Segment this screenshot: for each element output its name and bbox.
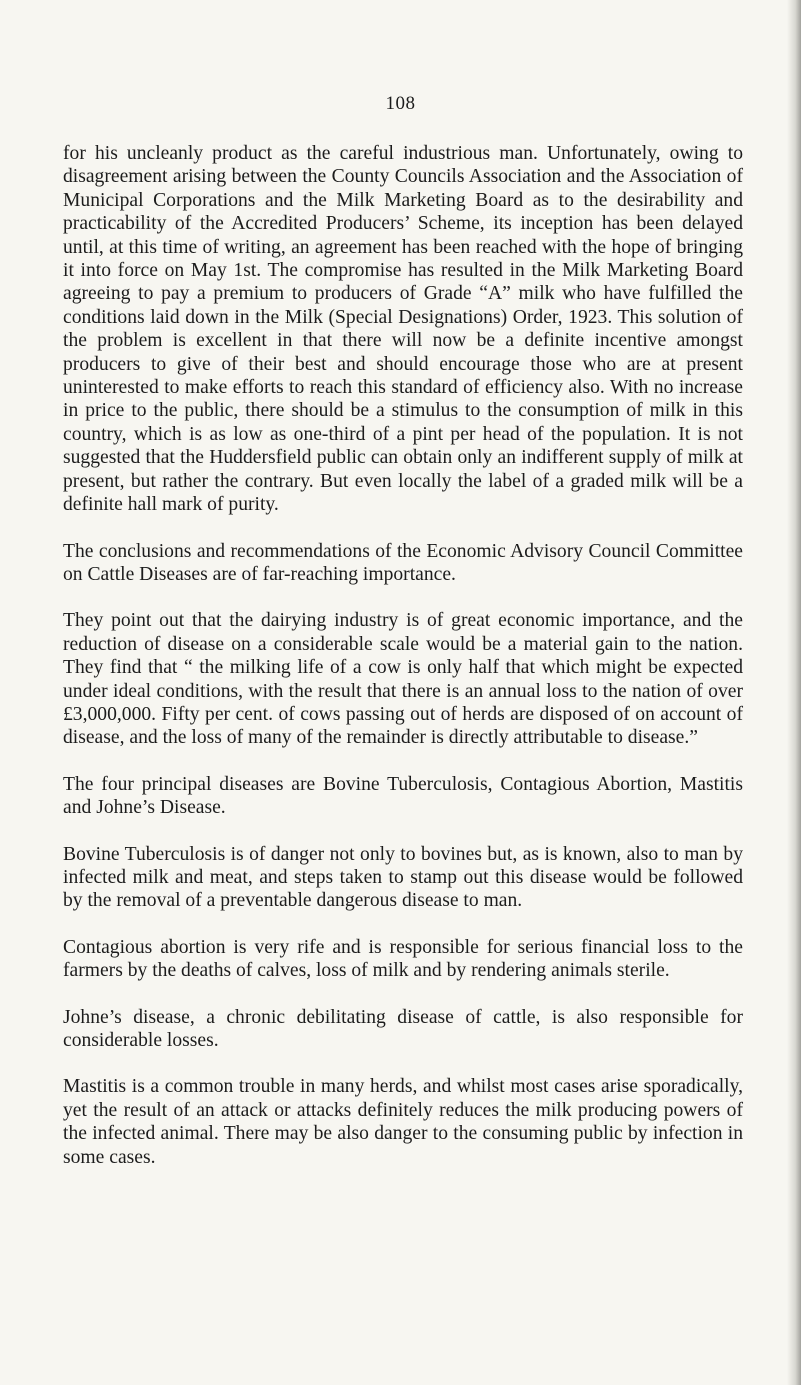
- paragraph-bovine-tuberculosis: Bovine Tuberculosis is of danger not only to bovines but, as is known, also to man by infected milk and meat, and steps taken to stamp out this disease would be followed by the removal of a preventable dangerous disease to man.: [63, 843, 743, 912]
- paragraph-mastitis: Mastitis is a common trouble in many herds, and whilst most cases arise sporadically, yet the result of an attack or attacks definitely reduces the milk producing powers of the infected animal. There may be also danger to the consuming public by infection in some cases.: [63, 1076, 743, 1168]
- page-body: [63, 142, 743, 1192]
- page-number: 108: [385, 93, 416, 114]
- paragraph-johnes-disease: Johne’s disease, a chronic debilitating disease of cattle, is also responsible for considerable losses.: [63, 1006, 743, 1051]
- paragraph-dairying-industry: They point out that the dairying industry is of great economic importance, and the reduction of disease on a considerable scale would be a material gain to the nation. They find that “ the milking life of a cow is only half that which might be expected under ideal conditions, with the result that there is an annual loss to the nation of over £3,000,000. Fifty per cent. of cows passing out of herds are disposed of on account of disease, and the loss of many of the remainder is directly attributable to disease.”: [63, 610, 743, 749]
- paragraph-economic-advisory: The conclusions and recommendations of the Economic Advisory Council Committee on Cattle Diseases are of far-reaching importance.: [63, 540, 743, 585]
- page-edge-shadow: [787, 0, 801, 1385]
- paragraph-contagious-abortion: Contagious abortion is very rife and is responsible for serious financial loss to the farmers by the deaths of calves, loss of milk and by rendering animals sterile.: [63, 936, 743, 982]
- paragraph-principal-diseases: The four principal diseases are Bovine Tuberculosis, Contagious Abortion, Mastitis and Johne’s Disease.: [63, 773, 743, 819]
- paragraph-milk-marketing: for his uncleanly product as the careful industrious man. Unfortunately, owing to disagreement arising between the County Councils Association and the Association of Municipal Corporations and the Milk Marketing Board as to the desirability and practicability of the Accredited Producers’ Scheme, its inception has been delayed until, at this time of writing, an agreement has been reached with the hope of bringing it into force on May 1st. The compromise has resulted in the Milk Marketing Board agreeing to pay a premium to producers of Grade “A” milk who have fulfilled the conditions laid down in the Milk (Special Designations) Order, 1923. This solution of the problem is excellent in that there will now be a definite incentive amongst producers to give of their best and should encourage those who are at present uninterested to make efforts to reach this standard of efficiency also. With no increase in price to the public, there should be a stimulus to the consumption of milk in this country, which is as low as one-third of a pint per head of the population. It is not suggested that the Huddersfield public can obtain only an indifferent supply of milk at present, but rather the contrary. But even locally the label of a graded milk will be a definite hall mark of purity.: [63, 143, 743, 516]
